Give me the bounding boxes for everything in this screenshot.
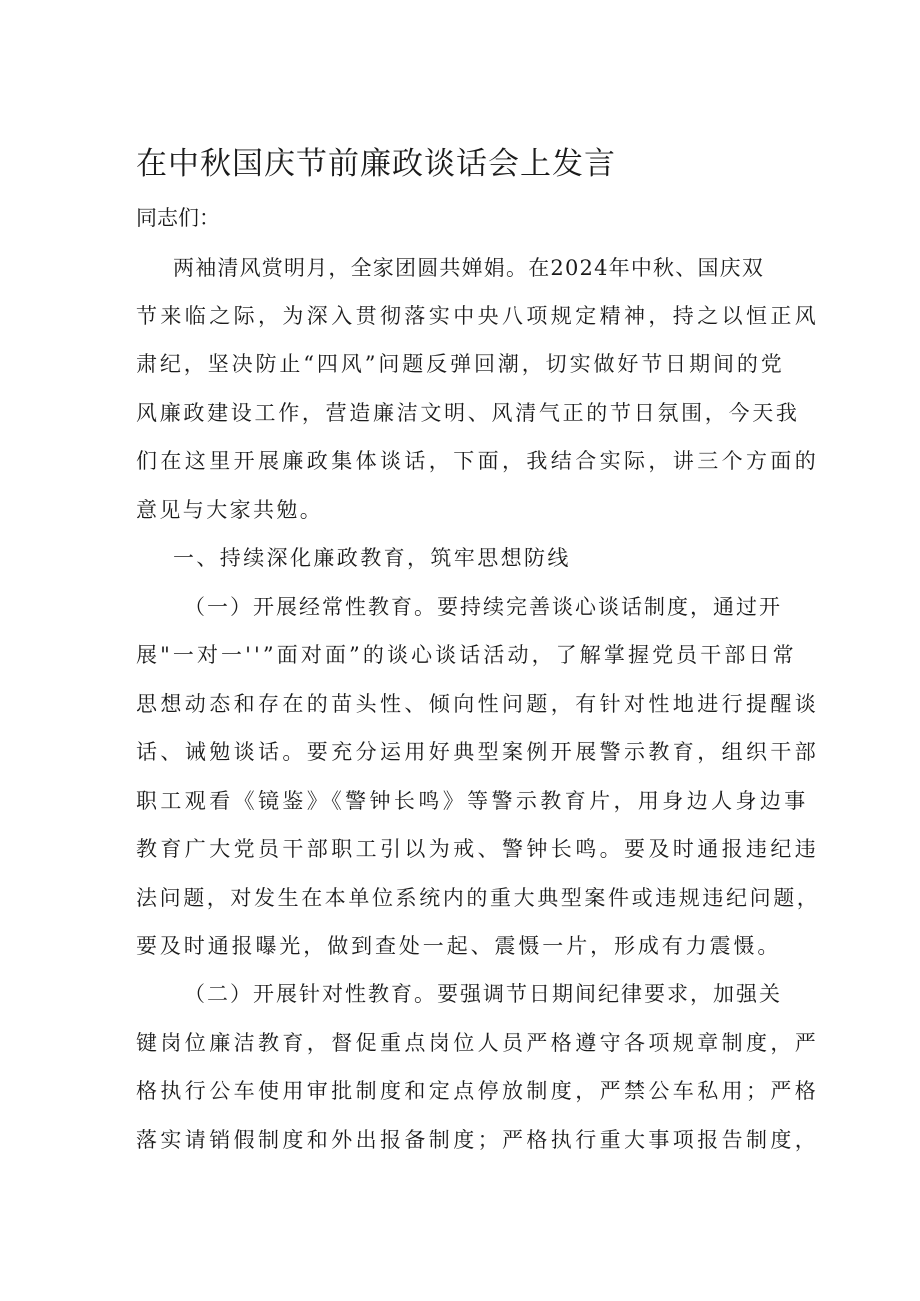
item-1-line-1: （一）开展经常性教育。要持续完善谈心谈话制度，通过开: [184, 595, 782, 619]
document-title: 在中秋国庆节前廉政谈话会上发言: [136, 146, 616, 182]
section-1-heading: 一、持续深化廉政教育，筑牢思想防线: [173, 546, 571, 570]
item-2-line-4: 落实请销假制度和外出报备制度；严格执行重大事项报告制度，: [136, 1128, 820, 1152]
intro-line-5: 们在这里开展廉政集体谈话，下面，我结合实际，讲三个方面的: [136, 449, 820, 473]
item-2-line-2: 键岗位廉洁教育，督促重点岗位人员严格遵守各项规章制度，严: [136, 1031, 820, 1055]
item-1-line-4: 话、诫勉谈话。要充分运用好典型案例开展警示教育，组织干部: [136, 740, 820, 764]
intro-line-2: 节来临之际，为深入贯彻落实中央八项规定精神，持之以恒正风: [136, 304, 820, 328]
item-1-line-2: 展"一对一''”面对面”的谈心谈话活动，了解掌握党员干部日常: [136, 643, 797, 667]
item-1-line-6: 教育广大党员干部职工引以为戒、警钟长鸣。要及时通报违纪违: [136, 837, 820, 861]
item-2-line-3: 格执行公车使用审批制度和定点停放制度，严禁公车私用；严格: [136, 1079, 820, 1103]
intro-line-4: 风廉政建设工作，营造廉洁文明、风清气正的节日氛围，今天我: [136, 401, 800, 425]
item-2-line-1: （二）开展针对性教育。要强调节日期间纪律要求，加强关: [184, 982, 782, 1006]
item-1-line-3: 思想动态和存在的苗头性、倾向性问题，有针对性地进行提醒谈: [136, 692, 820, 716]
item-1-line-8: 要及时通报曝光，做到查处一起、震慑一片，形成有力震慑。: [136, 934, 782, 958]
item-1-line-7: 法问题，对发生在本单位系统内的重大典型案件或违规违纪问题，: [136, 886, 821, 910]
item-1-line-5: 职工观看《镜鉴》《警钟长鸣》等警示教育片，用身边人身边事: [136, 789, 809, 813]
intro-line-1: 两袖清风赏明月，全家团圆共婵娟。在2024年中秋、国庆双: [173, 256, 765, 280]
intro-line-3: 肃纪，坚决防止“四风”问题反弹回潮，切实做好节日期间的党: [136, 352, 785, 376]
intro-line-6: 意见与大家共勉。: [136, 498, 324, 522]
salutation: 同志们：: [136, 206, 220, 230]
